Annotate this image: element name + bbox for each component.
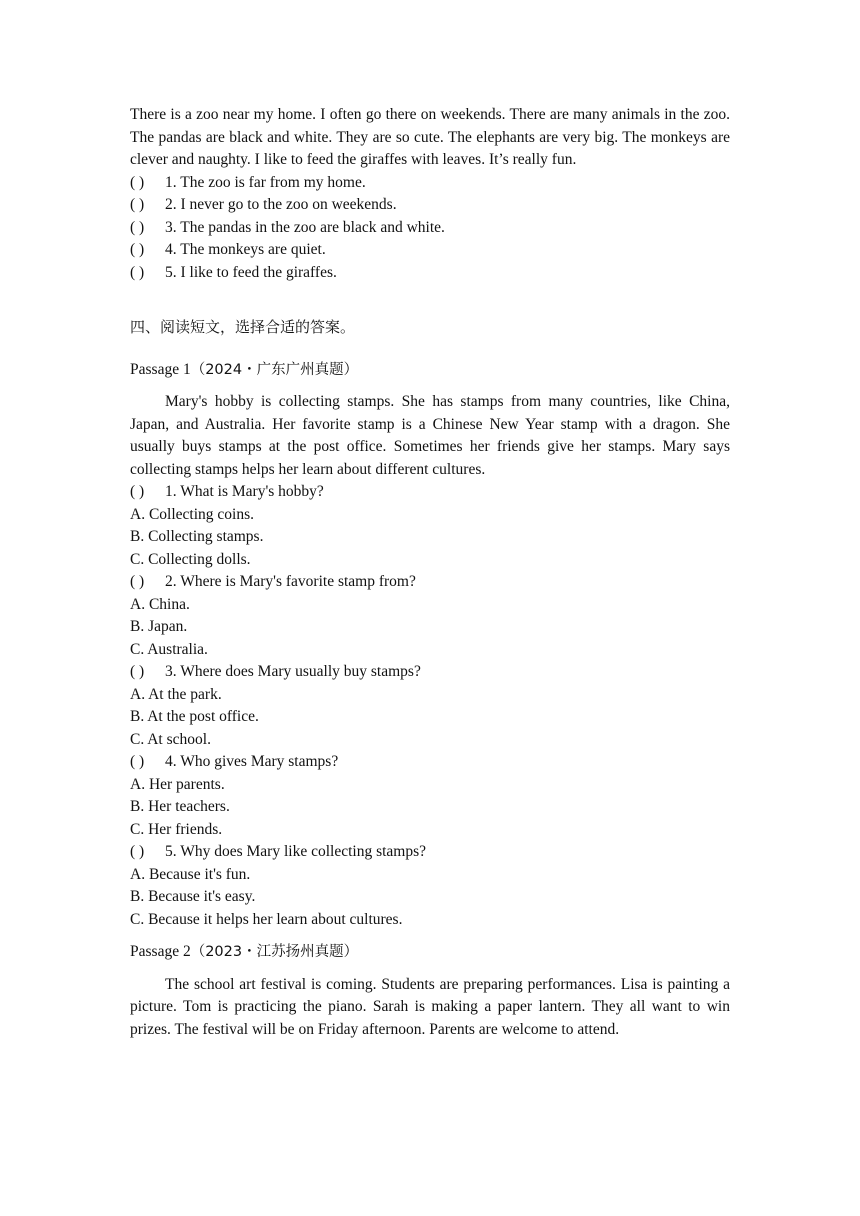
question-block [130, 661, 730, 751]
question-item [130, 481, 730, 504]
question-block [130, 481, 730, 571]
option-a: A. Because it's fun. [130, 865, 251, 883]
passage-2-title [130, 941, 730, 964]
question-item [130, 239, 730, 262]
question-text: 2. I never go to the zoo on weekends. [165, 196, 397, 213]
answer-blank[interactable]: ( ) [130, 263, 145, 281]
option-b: B. Because it's easy. [130, 888, 256, 905]
question-item [130, 172, 730, 195]
passage-2-text: The school art festival is coming. Students are preparing performances. Lisa is painting a picture. Tom is practicing the piano. Sarah is making a paper lantern. They all want to win prizes. The festival will be on Friday afternoon. Parents are welcome to attend. [130, 975, 730, 1038]
option-b: B. Collecting stamps. [130, 528, 264, 545]
option-b: B. Japan. [130, 618, 188, 635]
option-a: A. China. [130, 595, 190, 613]
option-b: B. At the post office. [130, 708, 259, 725]
question-item [130, 571, 730, 594]
question-item [130, 262, 730, 285]
passage-label: Passage 2 [130, 943, 191, 960]
passage-source: （2023・江苏扬州真题） [190, 944, 359, 960]
passage-1-text: Mary's hobby is collecting stamps. She has stamps from many countries, like China, Japan, and Australia. Her favorite stamp is a Chinese New Year stamp with a dragon. She usually buys stamps at the post office. Sometimes her friends give her stamps. Mary says collecting stamps helps her learn about different cultures. [130, 393, 730, 478]
answer-blank[interactable]: ( ) [130, 663, 145, 680]
question-text: 5. I like to feed the giraffes. [165, 263, 337, 281]
question-text: 1. The zoo is far from my home. [165, 173, 366, 191]
option-c: C. At school. [130, 730, 211, 748]
zoo-passage: There is a zoo near my home. I often go there on weekends. There are many animals in the zoo. The pandas are black and white. They are so cute. The elephants are very big. The monkeys are clever and naughty. I like to feed the giraffes with leaves. It’s really fun. [130, 106, 730, 168]
question-text: 5. Why does Mary like collecting stamps? [165, 843, 427, 860]
question-item [130, 661, 730, 684]
question-item [130, 194, 730, 217]
question-block [130, 841, 730, 931]
question-text: 4. The monkeys are quiet. [165, 241, 326, 258]
option-a: A. Her parents. [130, 775, 225, 793]
section-heading: 四、阅读短文，选择合适的答案。 [130, 318, 356, 336]
answer-blank[interactable]: ( ) [130, 483, 145, 500]
worksheet-page [130, 104, 730, 1041]
answer-blank[interactable]: ( ) [130, 196, 145, 213]
question-item [130, 841, 730, 864]
answer-blank[interactable]: ( ) [130, 218, 145, 236]
answer-blank[interactable]: ( ) [130, 843, 145, 860]
passage-1-title [130, 359, 730, 382]
passage-label: Passage 1 [130, 360, 191, 378]
passage-source: （2024・广东广州真题） [190, 361, 359, 378]
option-a: A. At the park. [130, 685, 222, 703]
question-text: 4. Who gives Mary stamps? [165, 753, 339, 770]
question-block [130, 751, 730, 841]
option-a: A. Collecting coins. [130, 505, 254, 523]
question-item [130, 217, 730, 240]
passage-1-questions [130, 481, 730, 931]
option-b: B. Her teachers. [130, 798, 230, 815]
true-false-questions [130, 172, 730, 285]
option-c: C. Collecting dolls. [130, 550, 251, 568]
option-c: C. Because it helps her learn about cultures. [130, 910, 403, 928]
question-block [130, 571, 730, 661]
answer-blank[interactable]: ( ) [130, 753, 145, 770]
answer-blank[interactable]: ( ) [130, 241, 145, 258]
answer-blank[interactable]: ( ) [130, 173, 145, 191]
answer-blank[interactable]: ( ) [130, 573, 145, 590]
question-text: 2. Where is Mary's favorite stamp from? [165, 573, 416, 590]
option-c: C. Australia. [130, 640, 208, 658]
question-text: 1. What is Mary's hobby? [165, 483, 324, 500]
question-text: 3. Where does Mary usually buy stamps? [165, 663, 421, 680]
option-c: C. Her friends. [130, 820, 223, 838]
question-item [130, 751, 730, 774]
question-text: 3. The pandas in the zoo are black and white. [165, 218, 445, 236]
